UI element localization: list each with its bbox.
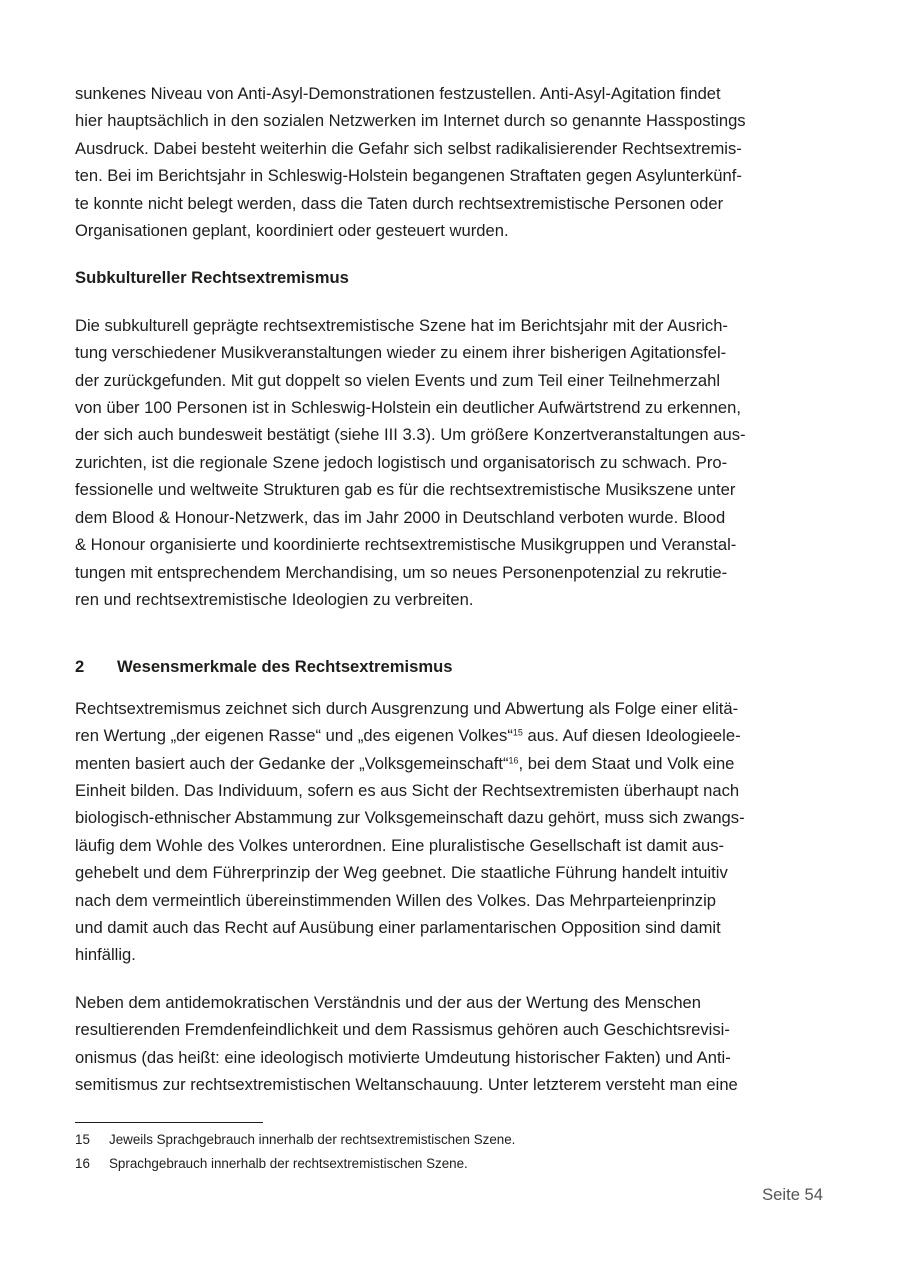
footnote	[75, 1128, 825, 1152]
text-line: te konnte nicht belegt werden, dass die Taten durch rechtsextremistische Personen oder	[75, 193, 724, 213]
text-line: der zurückgefunden. Mit gut doppelt so vielen Events und zum Teil einer Teilnehmerzahl	[75, 370, 721, 390]
paragraph-anti-asyl	[75, 80, 825, 244]
footnote-reference[interactable]: 15	[512, 727, 523, 738]
text-line: onismus (das heißt: eine ideologisch motivierte Umdeutung historischer Fakten) und Anti-	[75, 1047, 731, 1067]
text-line: tung verschiedener Musikveranstaltungen wieder zu einem ihrer bisherigen Agitationsfel-	[75, 343, 727, 363]
text-segment: menten basiert auch der Gedanke der „Volksgemeinschaft“	[75, 753, 509, 773]
text-line: Ausdruck. Dabei besteht weiterhin die Gefahr sich selbst radikalisierender Rechtsextremis-	[75, 138, 742, 158]
text-line: semitismus zur rechtsextremistischen Weltanschauung. Unter letzterem versteht man eine	[75, 1075, 738, 1094]
footnote-number: 15	[75, 1132, 90, 1147]
section-title: Wesensmerkmale des Rechtsextremismus	[117, 657, 453, 677]
text-line: hier hauptsächlich in den sozialen Netzwerken im Internet durch so genannte Hasspostings	[75, 111, 746, 131]
text-line	[75, 722, 825, 749]
footnote-divider	[75, 1122, 263, 1123]
text-line	[75, 750, 825, 777]
text-line: hinfällig.	[75, 945, 136, 965]
subheading: Subkultureller Rechtsextremismus	[75, 268, 349, 288]
text-line: sunkenes Niveau von Anti-Asyl-Demonstrationen festzustellen. Anti-Asyl-Agitation findet	[75, 84, 721, 103]
text-line: nach dem vermeintlich übereinstimmenden Willen des Volkes. Das Mehrparteienprinzip	[75, 890, 717, 910]
section-number: 2	[75, 657, 85, 677]
page-number: Seite 54	[762, 1185, 823, 1204]
section-heading	[75, 653, 825, 680]
text-line: tungen mit entsprechendem Merchandising, um so neues Personenpotenzial zu rekrutie-	[75, 562, 728, 582]
text-line: und damit auch das Recht auf Ausübung einer parlamentarischen Opposition sind damit	[75, 917, 721, 937]
text-line: & Honour organisierte und koordinierte rechtsextremistische Musikgruppen und Veranstal-	[75, 535, 737, 555]
text-line: Neben dem antidemokratischen Verständnis und der aus der Wertung des Menschen	[75, 992, 702, 1012]
text-line: dem Blood & Honour-Netzwerk, das im Jahr 2000 in Deutschland verboten wurde. Blood	[75, 507, 726, 527]
text-line: Einheit bilden. Das Individuum, sofern es aus Sicht der Rechtsextremisten überhaupt nach	[75, 780, 740, 800]
text-line: Organisationen geplant, koordiniert oder gesteuert wurden.	[75, 221, 509, 241]
main-text	[75, 80, 825, 1118]
text-segment: , bei dem Staat und Volk eine	[518, 753, 735, 773]
text-line: gehebelt und dem Führerprinzip der Weg geebnet. Die staatliche Führung handelt intuitiv	[75, 863, 728, 883]
text-line: ren und rechtsextremistische Ideologien zu verbreiten.	[75, 589, 474, 609]
text-line: Die subkulturell geprägte rechtsextremistische Szene hat im Berichtsjahr mit der Ausrich-	[75, 315, 728, 335]
paragraph-wesensmerkmale	[75, 695, 825, 969]
text-line: fessionelle und weltweite Strukturen gab es für die rechtsextremistische Musikszene unter	[75, 480, 736, 500]
text-line: biologisch-ethnischer Abstammung zur Volksgemeinschaft dazu gehört, muss sich zwangs-	[75, 808, 745, 828]
text-line: resultierenden Fremdenfeindlichkeit und dem Rassismus gehören auch Geschichtsrevisi-	[75, 1020, 730, 1040]
text-line: zurichten, ist die regionale Szene jedoch logistisch und organisatorisch zu schwach. Pro-	[75, 452, 728, 472]
footnote-text: Sprachgebrauch innerhalb der rechtsextremistischen Szene.	[109, 1156, 468, 1171]
text-line: der sich auch bundesweit bestätigt (siehe III 3.3). Um größere Konzertveranstaltungen aus-	[75, 425, 746, 445]
footnote-text: Jeweils Sprachgebrauch innerhalb der rechtsextremistischen Szene.	[109, 1132, 516, 1147]
paragraph-subkultur	[75, 312, 825, 613]
text-segment: aus. Auf diesen Ideologieele-	[522, 726, 741, 746]
footnotes	[75, 1128, 825, 1176]
paragraph-antidemokratisch	[75, 989, 825, 1099]
text-line: läufig dem Wohle des Volkes unterordnen. Eine pluralistische Gesellschaft ist damit aus-	[75, 835, 725, 855]
text-line: ten. Bei im Berichtsjahr in Schleswig-Holstein begangenen Straftaten gegen Asylunterkünf-	[75, 166, 742, 186]
footnote	[75, 1152, 825, 1176]
text-segment: ren Wertung „der eigenen Rasse“ und „des eigenen Volkes“	[75, 726, 513, 746]
text-line: Rechtsextremismus zeichnet sich durch Ausgrenzung und Abwertung als Folge einer elitä-	[75, 698, 739, 718]
footnote-reference[interactable]: 16	[508, 755, 519, 766]
footnote-number: 16	[75, 1156, 90, 1171]
text-line: von über 100 Personen ist in Schleswig-Holstein ein deutlicher Aufwärtstrend zu erkennen,	[75, 398, 741, 418]
